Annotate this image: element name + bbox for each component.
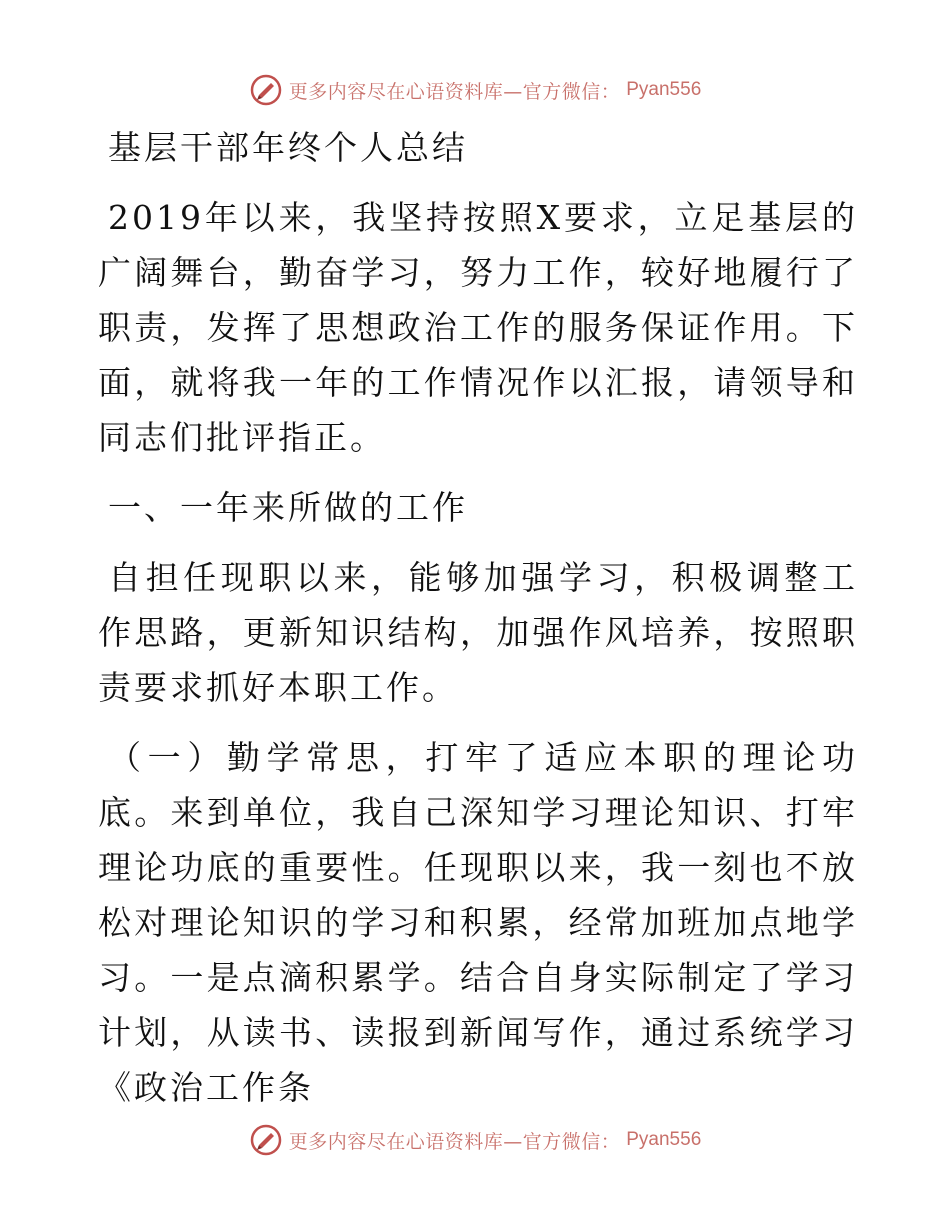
section-heading: 一、一年来所做的工作 [108, 488, 468, 527]
document-title: 基层干部年终个人总结 [108, 128, 468, 167]
banner-text: 更多内容尽在心语资料库—官方微信： [288, 80, 621, 103]
section-paragraph [98, 550, 858, 715]
section-text: 自担任现职以来，能够加强学习，积极调整工作思路，更新知识结构，加强作风培养，按照职责要求抓好本职工作。 [98, 558, 858, 707]
footer-banner [0, 1120, 950, 1160]
intro-text: 2019年以来，我坚持按照X要求，立足基层的广阔舞台，勤奋学习，努力工作，较好地履行了职责，发挥了思想政治工作的服务保证作用。下面，就将我一年的工作情况作以汇报，请领导和同志们批评指正。 [98, 198, 858, 457]
header-banner [0, 70, 950, 110]
banner-text: 更多内容尽在心语资料库—官方微信： [288, 1130, 621, 1153]
red-pen-logo-icon [249, 1123, 283, 1157]
subsection-text: （一）勤学常思，打牢了适应本职的理论功底。来到单位，我自己深知学习理论知识、打牢理论功底的重要性。任现职以来，我一刻也不放松对理论知识的学习和积累，经常加班加点地学习。一是点滴积累学。结合自身实际制定了学习计划，从读书、读报到新闻写作，通过系统学习《政治工作条 [98, 738, 858, 1107]
banner-wechat-id: Pyan556 [626, 79, 702, 100]
subsection-paragraph [98, 730, 858, 1115]
document-body [98, 120, 858, 1130]
red-pen-logo-icon [249, 73, 283, 107]
intro-paragraph [98, 190, 858, 465]
banner-wechat-id: Pyan556 [626, 1129, 702, 1150]
